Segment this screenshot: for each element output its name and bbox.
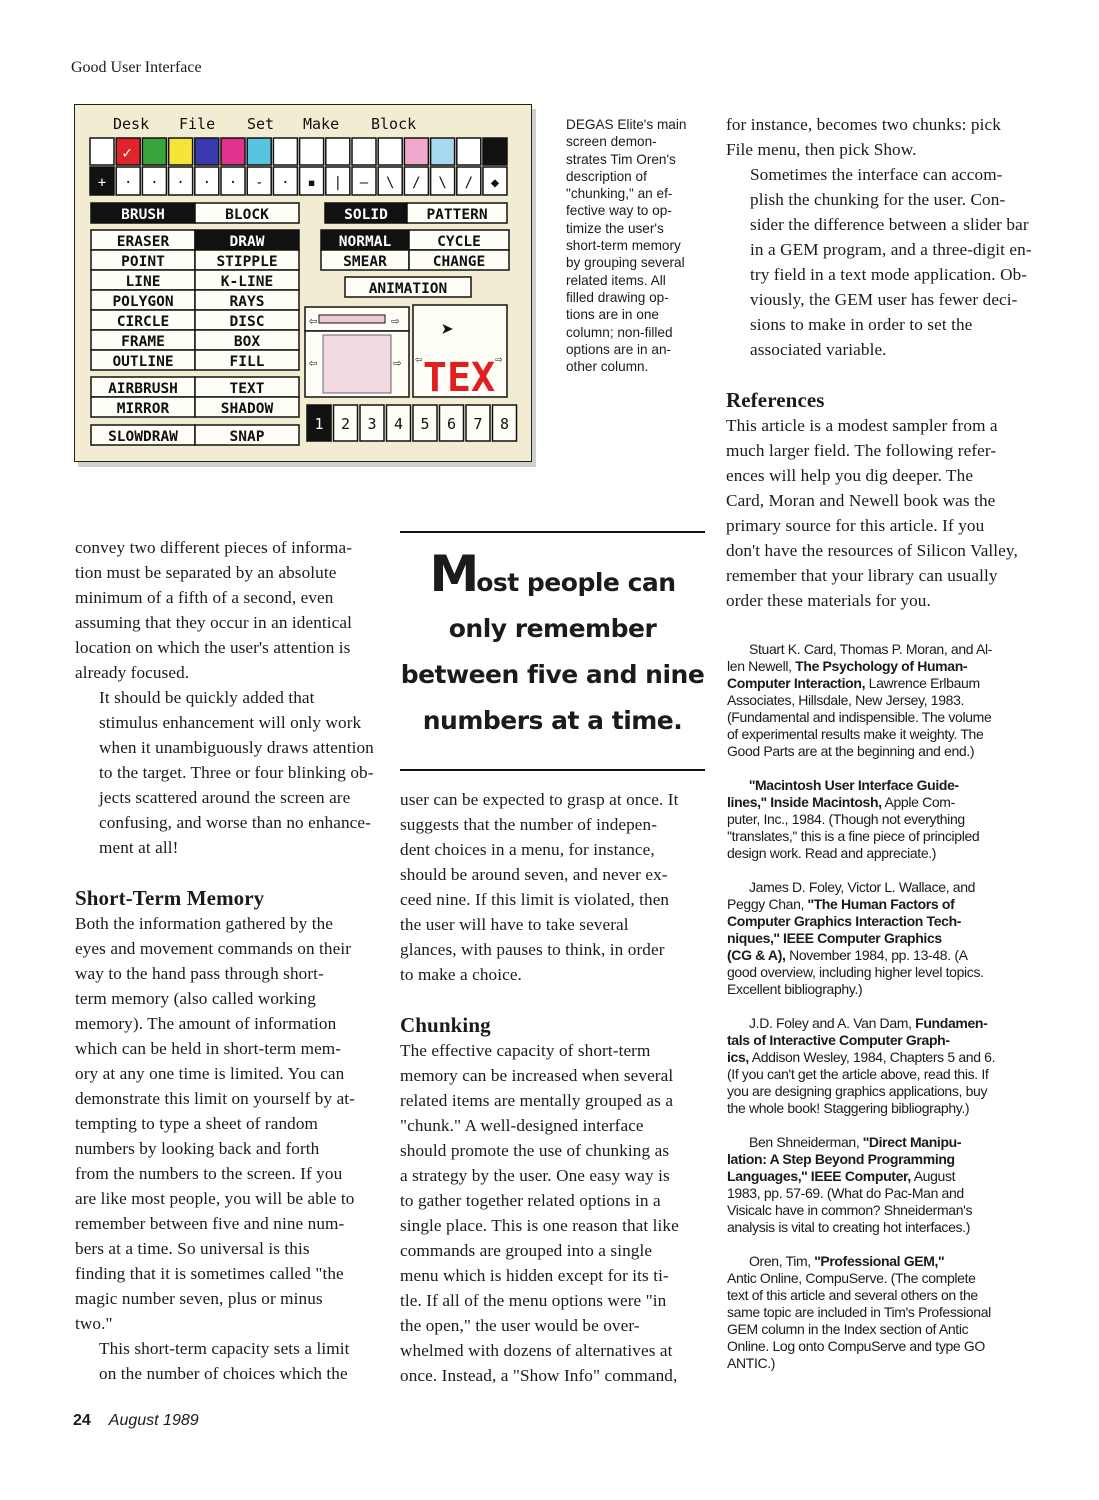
- tool-button-shadow-label[interactable]: SHADOW: [220, 401, 274, 417]
- brush-shape-icon: ·: [150, 175, 159, 191]
- tool-button-k-line-label[interactable]: K-LINE: [220, 274, 274, 290]
- caption-line: filled drawing op-: [566, 289, 669, 305]
- text-line: bers at a time. So universal is this: [75, 1239, 310, 1258]
- arrow-left-icon: ⇦: [415, 352, 423, 366]
- reference-line: analysis is vital to creating hot interfaces.): [727, 1219, 971, 1235]
- text-line: ory at any one time is limited. You can: [75, 1064, 345, 1083]
- column-1: [75, 535, 383, 1386]
- reference-line: Associates, Hillsdale, New Jersey, 1983.: [727, 692, 965, 708]
- tool-button-line-label[interactable]: LINE: [125, 274, 161, 290]
- number-button-label[interactable]: 2: [340, 415, 351, 433]
- text-line: when it unambiguously draws attention: [99, 738, 374, 757]
- text-line: the user will have to take several: [400, 915, 629, 934]
- color-swatch[interactable]: [431, 138, 455, 165]
- text-line: This short-term capacity sets a limit: [99, 1339, 350, 1358]
- text-line: glances, with pauses to think, in order: [400, 940, 665, 959]
- menu-item-file[interactable]: File: [179, 115, 216, 133]
- brush-shape-icon: |: [333, 175, 343, 191]
- caption-line: description of: [566, 168, 647, 184]
- text-line: This article is a modest sampler from a: [726, 416, 998, 435]
- paragraph: [726, 112, 1036, 162]
- text-line: Both the information gathered by the: [75, 914, 334, 933]
- brush-shape-icon: ·: [228, 175, 238, 191]
- drop-cap: M: [429, 545, 477, 603]
- reference-line: lines,'' Inside Macintosh, Apple Com-: [727, 794, 955, 810]
- reference-line: of experimental results make it weighty. The: [727, 726, 984, 742]
- check-icon: ✓: [122, 143, 132, 162]
- column-3: [726, 112, 1036, 613]
- text-line: ences will help you dig deeper. The: [726, 466, 974, 485]
- tool-button-brush-label[interactable]: BRUSH: [121, 207, 165, 223]
- number-button-label[interactable]: 3: [367, 415, 377, 433]
- pull-quote-line: [400, 698, 705, 744]
- reference-entry: [727, 1253, 1037, 1372]
- page-footer: [73, 1412, 199, 1430]
- text-line: way to the hand pass through short-: [75, 964, 324, 983]
- tool-button-point-label[interactable]: POINT: [121, 254, 165, 270]
- reference-line: Computer Graphics Interaction Tech-: [727, 913, 962, 929]
- number-button-label[interactable]: 8: [499, 415, 510, 433]
- text-line: should be around seven, and never ex-: [400, 865, 668, 884]
- tool-button-frame-label[interactable]: FRAME: [121, 334, 165, 350]
- menu-bar: [113, 115, 416, 133]
- reference-line: J.D. Foley and A. Van Dam, Fundamen-: [749, 1015, 988, 1031]
- reference-line: niques,'' IEEE Computer Graphics: [727, 930, 942, 946]
- pull-quote-line: [400, 545, 705, 606]
- section-heading-references: References: [726, 388, 825, 412]
- brush-shape-icon: ◆: [490, 175, 500, 191]
- reference-line: Languages,'' IEEE Computer, August: [727, 1168, 956, 1184]
- color-swatch[interactable]: [326, 138, 350, 165]
- figure-caption: [566, 116, 706, 375]
- paragraph: [75, 1336, 383, 1386]
- tool-button-stipple-label[interactable]: STIPPLE: [216, 254, 278, 270]
- text-line: dent choices in a menu, for instance,: [400, 840, 655, 859]
- degas-screen-svg: [75, 105, 531, 461]
- reference-line: ''translates,'' this is a fine piece of principled: [727, 828, 980, 844]
- number-buttons: [307, 405, 517, 441]
- tool-button-box-label[interactable]: BOX: [233, 334, 261, 350]
- text-line: minimum of a fifth of a second, even: [75, 588, 334, 607]
- issue-date: August 1989: [108, 1412, 199, 1429]
- menu-item-make[interactable]: Make: [303, 115, 340, 133]
- paragraph: [400, 1038, 705, 1388]
- arrow-left-icon: ⇦: [309, 313, 318, 329]
- reference-line: ''Macintosh User Interface Guide-: [749, 777, 959, 793]
- text-line: File menu, then pick Show.: [726, 140, 917, 159]
- tool-button-snap-label[interactable]: SNAP: [229, 429, 265, 445]
- text-line: viously, the GEM user has fewer deci-: [750, 290, 1018, 309]
- text-line: associated variable.: [750, 340, 887, 359]
- section-heading-chunking: Chunking: [400, 1013, 491, 1037]
- reference-line: ics, Addison Wesley, 1984, Chapters 5 and 6.: [727, 1049, 996, 1065]
- brush-row: [90, 167, 507, 195]
- tool-button-airbrush-label[interactable]: AIRBRUSH: [108, 381, 178, 397]
- tool-button-slowdraw-label[interactable]: SLOWDRAW: [108, 429, 178, 445]
- reference-line: good overview, including higher level topics.: [727, 964, 984, 980]
- paragraph: [726, 162, 1036, 362]
- caption-line: options are in an-: [566, 341, 672, 357]
- caption-line: related items. All: [566, 272, 666, 288]
- tool-button-text-label[interactable]: TEXT: [229, 381, 265, 397]
- reference-line: same topic are included in Tim's Professional: [727, 1304, 991, 1320]
- text-line: sions to make in order to set the: [750, 315, 973, 334]
- reference-line: design work. Read and appreciate.): [727, 845, 937, 861]
- color-swatch[interactable]: [404, 138, 428, 165]
- tool-grid: [91, 203, 299, 445]
- reference-line: Online. Log onto CompuServe and type GO: [727, 1338, 985, 1354]
- tool-button-polygon-label[interactable]: POLYGON: [112, 294, 174, 310]
- reference-line: len Newell, The Psychology of Human-: [727, 658, 968, 674]
- reference-entry: [727, 1134, 1037, 1236]
- tool-button-rays-label[interactable]: RAYS: [229, 294, 265, 310]
- text-line: menu which is hidden except for its ti-: [400, 1266, 669, 1285]
- caption-line: strates Tim Oren's: [566, 151, 676, 167]
- text-line: tle. If all of the menu options were "in: [400, 1291, 667, 1310]
- reference-line: Ben Shneiderman, ''Direct Manipu-: [749, 1134, 962, 1150]
- text-line: whelmed with dozens of alternatives at: [400, 1341, 673, 1360]
- caption-line: by grouping several: [566, 255, 685, 271]
- tool-button-pattern-label[interactable]: PATTERN: [426, 207, 488, 223]
- text-line: suggests that the number of indepen-: [400, 815, 658, 834]
- text-line: order these materials for you.: [726, 591, 931, 610]
- number-button-label[interactable]: 1: [314, 415, 324, 433]
- text-line: for instance, becomes two chunks: pick: [726, 115, 1001, 134]
- column-2: [400, 787, 705, 1388]
- text-line: magic number seven, plus or minus: [75, 1289, 323, 1308]
- text-line: tempting to type a sheet of random: [75, 1114, 319, 1133]
- tool-button-circle-label[interactable]: CIRCLE: [116, 314, 170, 330]
- text-preview-sample: TEX: [422, 355, 496, 401]
- reference-line: Computer Interaction, Lawrence Erlbaum: [727, 675, 980, 691]
- reference-line: you are designing graphics applications, buy: [727, 1083, 988, 1099]
- text-line: Sometimes the interface can accom-: [750, 165, 1003, 184]
- menu-item-block[interactable]: Block: [371, 115, 417, 133]
- text-line: jects scattered around the screen are: [99, 788, 351, 807]
- arrow-right-icon: ⇨: [495, 352, 503, 366]
- reference-line: puter, Inc., 1984. (Though not everything: [727, 811, 965, 827]
- text-line: assuming that they occur in an identical: [75, 613, 353, 632]
- tool-button-cycle-label[interactable]: CYCLE: [437, 234, 481, 250]
- reference-line: (CG & A), November 1984, pp. 13-48. (A: [727, 947, 968, 963]
- text-line: term memory (also called working: [75, 989, 316, 1008]
- reference-line: GEM column in the Index section of Antic: [727, 1321, 969, 1337]
- tool-button-solid-label[interactable]: SOLID: [344, 207, 388, 223]
- color-swatch[interactable]: [300, 138, 324, 165]
- caption-line: other column.: [566, 359, 649, 375]
- paragraph: [75, 535, 383, 685]
- pull-quote-text: [400, 545, 705, 744]
- text-line: tion must be separated by an absolute: [75, 563, 337, 582]
- brush-shape-icon: ·: [176, 175, 185, 191]
- pull-quote-words: numbers at a time.: [422, 706, 683, 735]
- text-line: to make a choice.: [400, 965, 522, 984]
- number-button-label[interactable]: 4: [393, 415, 404, 433]
- brush-shape-icon: \: [385, 175, 395, 191]
- brush-shape-icon: ·: [202, 175, 212, 191]
- caption-line: tions are in one: [566, 307, 659, 323]
- text-line: confusing, and worse than no enhance-: [99, 813, 371, 832]
- text-line: two.": [75, 1314, 113, 1333]
- brush-shape-icon: ·: [123, 175, 133, 191]
- text-line: related items are mentally grouped as a: [400, 1091, 674, 1110]
- reference-line: (Fundamental and indispensible. The volume: [727, 709, 992, 725]
- brush-shape-icon: /: [412, 175, 421, 191]
- pull-quote-line: [400, 606, 705, 652]
- tool-button-mirror-label[interactable]: MIRROR: [116, 401, 170, 417]
- reference-line: 1983, pp. 57-69. (What do Pac-Man and: [727, 1185, 964, 1201]
- text-line: memory). The amount of information: [75, 1014, 337, 1033]
- text-line: eyes and movement commands on their: [75, 939, 352, 958]
- paragraph: [75, 685, 383, 860]
- reference-entry: [727, 1015, 1037, 1117]
- text-line: single place. This is one reason that like: [400, 1216, 679, 1235]
- reference-line: Visicalc have in common? Shneiderman's: [727, 1202, 973, 1218]
- reference-line: Stuart K. Card, Thomas P. Moran, and Al-: [749, 641, 993, 657]
- color-swatch[interactable]: [90, 138, 114, 165]
- paragraph: [400, 787, 705, 987]
- reference-line: Oren, Tim, ''Professional GEM,'': [749, 1253, 945, 1269]
- text-line: should promote the use of chunking as: [400, 1141, 670, 1160]
- reference-line: ANTIC.): [727, 1355, 776, 1371]
- degas-screenshot: [74, 104, 532, 462]
- text-line: from the numbers to the screen. If you: [75, 1164, 343, 1183]
- color-palette: [90, 138, 507, 165]
- text-line: memory can be increased when several: [400, 1066, 674, 1085]
- reference-line: Excellent bibliography.): [727, 981, 863, 997]
- brush-shape-icon: \: [438, 175, 447, 191]
- menu-item-set[interactable]: Set: [247, 115, 275, 133]
- tool-button-block-label[interactable]: BLOCK: [225, 207, 269, 223]
- reference-entry: [727, 879, 1037, 998]
- number-button-label[interactable]: 6: [446, 415, 457, 433]
- text-line: don't have the resources of Silicon Valley,: [726, 541, 1018, 560]
- text-line: ment at all!: [99, 838, 179, 857]
- brush-shape-icon: ▪: [307, 175, 316, 191]
- caption-line: DEGAS Elite's main: [566, 117, 687, 132]
- text-line: to the target. Three or four blinking ob-: [99, 763, 374, 782]
- pattern-swatch[interactable]: [323, 335, 391, 393]
- paragraph: [726, 413, 1036, 613]
- menu-item-desk[interactable]: Desk: [113, 115, 150, 133]
- number-button-label[interactable]: 5: [420, 415, 430, 433]
- pull-quote-words: only remember: [448, 614, 657, 643]
- reference-line: James D. Foley, Victor L. Wallace, and: [749, 879, 976, 895]
- caption-line: "chunking," an ef-: [566, 186, 673, 202]
- color-swatch[interactable]: [142, 138, 166, 165]
- pull-quote-words: ost people can: [476, 568, 676, 597]
- slider-bar: [319, 315, 385, 323]
- color-swatch[interactable]: [169, 138, 193, 165]
- text-line: to gather together related options in a: [400, 1191, 661, 1210]
- text-line: remember between five and nine num-: [75, 1214, 345, 1233]
- tool-button-change-label[interactable]: CHANGE: [432, 254, 486, 270]
- text-line: finding that it is sometimes called "the: [75, 1264, 344, 1283]
- brush-shape-icon: /: [464, 175, 474, 191]
- mode-panel: [305, 203, 509, 401]
- reference-line: tals of Interactive Computer Graph-: [727, 1032, 950, 1048]
- brush-shape-icon: +: [97, 175, 107, 191]
- text-line: primary source for this article. If you: [726, 516, 985, 535]
- pull-quote: [400, 531, 705, 771]
- color-swatch[interactable]: [195, 138, 219, 165]
- text-line: in a GEM program, and a three-digit en-: [750, 240, 1032, 259]
- color-swatch[interactable]: [457, 138, 481, 165]
- number-button-label[interactable]: 7: [473, 415, 483, 433]
- reference-line: text of this article and several others on the: [727, 1287, 978, 1303]
- caption-line: fective way to op-: [566, 203, 672, 219]
- section-heading-short-term-memory: Short-Term Memory: [75, 886, 265, 910]
- color-swatch[interactable]: [273, 138, 297, 165]
- reference-entry: [727, 777, 1037, 862]
- color-swatch[interactable]: [352, 138, 376, 165]
- text-line: on the number of choices which the: [99, 1364, 348, 1383]
- reference-line: the whole book! Staggering bibliography.): [727, 1100, 970, 1116]
- arrow-right-icon: ⇨: [391, 313, 400, 329]
- text-line: try field in a text mode application. Ob-: [750, 265, 1028, 284]
- reference-line: (If you can't get the article above, read this. If: [727, 1066, 989, 1082]
- text-line: location on which the user's attention is: [75, 638, 351, 657]
- tool-button-draw-label[interactable]: DRAW: [229, 234, 265, 250]
- text-line: which can be held in short-term mem-: [75, 1039, 342, 1058]
- text-line: once. Instead, a "Show Info" command,: [400, 1366, 678, 1385]
- caption-line: short-term memory: [566, 238, 681, 254]
- text-line: ceed nine. If this limit is violated, then: [400, 890, 670, 909]
- text-line: convey two different pieces of informa-: [75, 538, 353, 557]
- arrow-right-icon: ⇨: [393, 355, 402, 371]
- text-line: Card, Moran and Newell book was the: [726, 491, 996, 510]
- tool-button-disc-label[interactable]: DISC: [229, 314, 265, 330]
- caption-line: timize the user's: [566, 220, 664, 236]
- paragraph: [75, 911, 383, 1336]
- text-line: the open," the user would be over-: [400, 1316, 640, 1335]
- tool-button-animation-label[interactable]: ANIMATION: [368, 281, 448, 297]
- reference-line: Antic Online, CompuServe. (The complete: [727, 1270, 976, 1286]
- color-swatch[interactable]: [378, 138, 402, 165]
- text-line: already focused.: [75, 663, 190, 682]
- caption-line: column; non-filled: [566, 324, 673, 340]
- text-line: sider the difference between a slider bar: [750, 215, 1029, 234]
- text-line: numbers by looking back and forth: [75, 1139, 320, 1158]
- cursor-arrow-icon: ➤: [441, 318, 455, 343]
- arrow-left-icon: ⇦: [309, 355, 318, 371]
- page-number: 24: [73, 1412, 91, 1429]
- color-swatch[interactable]: [247, 138, 271, 165]
- tool-button-eraser-label[interactable]: ERASER: [116, 234, 170, 250]
- text-line: demonstrate this limit on yourself by at-: [75, 1089, 356, 1108]
- text-line: are like most people, you will be able to: [75, 1189, 355, 1208]
- tool-button-normal-label[interactable]: NORMAL: [338, 234, 392, 250]
- brush-shape-icon: —: [359, 175, 369, 191]
- reference-list: [727, 641, 1037, 1389]
- reference-entry: [727, 641, 1037, 760]
- text-line: user can be expected to grasp at once. It: [400, 790, 679, 809]
- text-line: plish the chunking for the user. Con-: [750, 190, 1006, 209]
- text-line: stimulus enhancement will only work: [99, 713, 362, 732]
- tool-button-smear-label[interactable]: SMEAR: [343, 254, 387, 270]
- tool-button-fill-label[interactable]: FILL: [229, 354, 265, 370]
- pull-quote-words: between five and nine: [400, 660, 705, 689]
- brush-shape-icon: ·: [281, 175, 290, 191]
- color-swatch[interactable]: [483, 138, 507, 165]
- text-line: "chunk." A well-designed interface: [400, 1116, 644, 1135]
- reference-line: lation: A Step Beyond Programming: [727, 1151, 955, 1167]
- reference-line: Good Parts are at the beginning and end.): [727, 743, 975, 759]
- text-line: a strategy by the user. One easy way is: [400, 1166, 670, 1185]
- text-line: The effective capacity of short-term: [400, 1041, 651, 1060]
- pull-quote-line: [400, 652, 705, 698]
- caption-line: screen demon-: [566, 134, 657, 150]
- text-line: much larger field. The following refer-: [726, 441, 997, 460]
- reference-line: Peggy Chan, ''The Human Factors of: [727, 896, 955, 912]
- text-line: It should be quickly added that: [99, 688, 315, 707]
- tool-button-outline-label[interactable]: OUTLINE: [112, 354, 174, 370]
- color-swatch[interactable]: [221, 138, 245, 165]
- running-header: Good User Interface: [71, 59, 202, 76]
- text-line: remember that your library can usually: [726, 566, 998, 585]
- text-line: commands are grouped into a single: [400, 1241, 653, 1260]
- brush-shape-icon: -: [254, 175, 264, 191]
